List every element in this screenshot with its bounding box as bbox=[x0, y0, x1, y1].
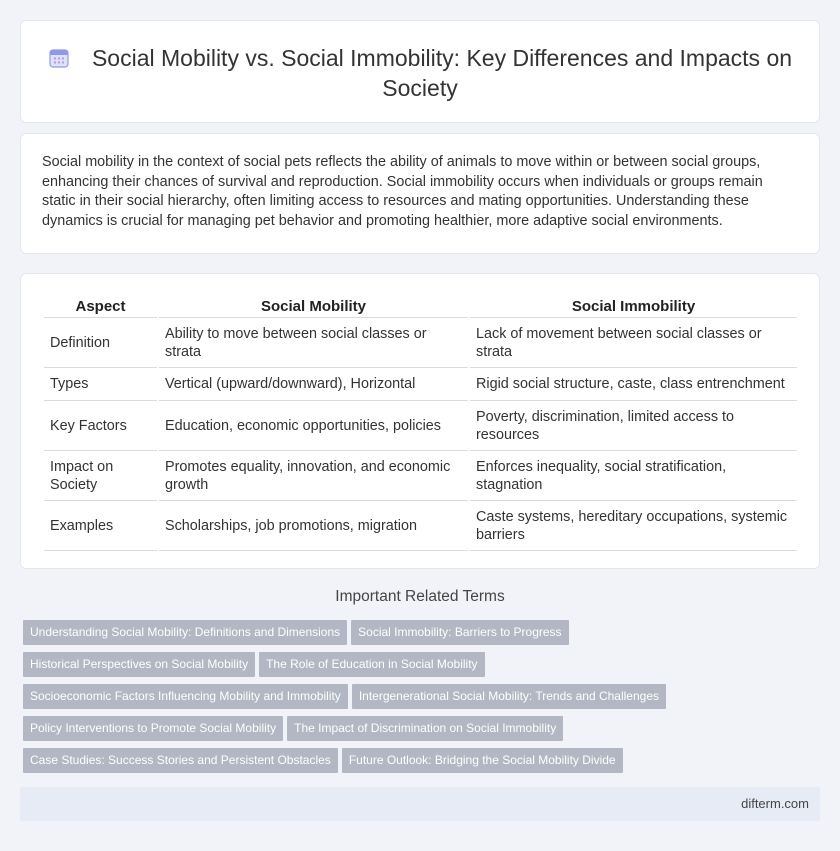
title-wrap bbox=[21, 43, 819, 103]
cell-aspect: Definition bbox=[44, 318, 157, 368]
related-term-link[interactable]: The Impact of Discrimination on Social Immobility bbox=[287, 716, 563, 741]
header-social-mobility: Social Mobility bbox=[159, 296, 468, 318]
cell-immobility: Lack of movement between social classes or strata bbox=[470, 318, 797, 368]
intro-paragraph: Social mobility in the context of social pets reflects the ability of animals to move within or between social groups, enhancing their chances of survival and reproduction. Social immobility occurs when individuals or groups remain static in their social hierarchy, often limiting access to resources and mating opportunities. Understanding these dynamics is crucial for managing pet behavior and promoting healthier, more adaptive social environments. bbox=[42, 154, 763, 229]
table-row bbox=[44, 451, 797, 501]
related-term-link[interactable]: Case Studies: Success Stories and Persistent Obstacles bbox=[23, 748, 338, 773]
cell-aspect: Key Factors bbox=[44, 401, 157, 451]
table-row bbox=[44, 401, 797, 451]
cell-aspect: Types bbox=[44, 368, 157, 401]
calendar-icon bbox=[48, 47, 70, 69]
related-term-link[interactable]: Intergenerational Social Mobility: Trends and Challenges bbox=[352, 684, 666, 709]
cell-immobility: Poverty, discrimination, limited access to resources bbox=[470, 401, 797, 451]
cell-mobility: Vertical (upward/downward), Horizontal bbox=[159, 368, 468, 401]
cell-immobility: Caste systems, hereditary occupations, systemic barriers bbox=[470, 501, 797, 551]
table-row bbox=[44, 318, 797, 368]
header-card bbox=[20, 20, 820, 123]
table-row bbox=[44, 501, 797, 551]
cell-mobility: Ability to move between social classes or strata bbox=[159, 318, 468, 368]
tag-row bbox=[23, 716, 823, 748]
cell-mobility: Scholarships, job promotions, migration bbox=[159, 501, 468, 551]
cell-immobility: Enforces inequality, social stratification, stagnation bbox=[470, 451, 797, 501]
cell-aspect: Examples bbox=[44, 501, 157, 551]
table-header-row bbox=[44, 296, 797, 318]
intro-card bbox=[20, 133, 820, 254]
cell-immobility: Rigid social structure, caste, class entrenchment bbox=[470, 368, 797, 401]
cell-mobility: Promotes equality, innovation, and economic growth bbox=[159, 451, 468, 501]
page-title-text: Social Mobility vs. Social Immobility: Key Differences and Impacts on Society bbox=[91, 45, 793, 101]
cell-aspect: Impact on Society bbox=[44, 451, 157, 501]
related-term-link[interactable]: Social Immobility: Barriers to Progress bbox=[351, 620, 568, 645]
header-aspect: Aspect bbox=[44, 296, 157, 318]
comparison-table bbox=[42, 296, 799, 551]
tag-row bbox=[23, 652, 823, 684]
comparison-table-card bbox=[20, 273, 820, 569]
tag-row bbox=[23, 620, 823, 652]
related-term-link[interactable]: Policy Interventions to Promote Social Mobility bbox=[23, 716, 283, 741]
footer bbox=[20, 787, 820, 821]
header-social-immobility: Social Immobility bbox=[470, 296, 797, 318]
page-title bbox=[45, 43, 795, 103]
tag-row bbox=[23, 684, 823, 716]
related-terms-heading: Important Related Terms bbox=[335, 588, 505, 605]
footer-brand: difterm.com bbox=[741, 796, 809, 811]
table-row bbox=[44, 368, 797, 401]
tag-row bbox=[23, 748, 823, 780]
related-term-link[interactable]: Future Outlook: Bridging the Social Mobility Divide bbox=[342, 748, 623, 773]
cell-mobility: Education, economic opportunities, policies bbox=[159, 401, 468, 451]
related-term-link[interactable]: The Role of Education in Social Mobility bbox=[259, 652, 484, 677]
related-term-link[interactable]: Historical Perspectives on Social Mobility bbox=[23, 652, 255, 677]
related-term-link[interactable]: Socioeconomic Factors Influencing Mobility and Immobility bbox=[23, 684, 348, 709]
related-terms-tags bbox=[23, 620, 823, 780]
related-term-link[interactable]: Understanding Social Mobility: Definitions and Dimensions bbox=[23, 620, 347, 645]
